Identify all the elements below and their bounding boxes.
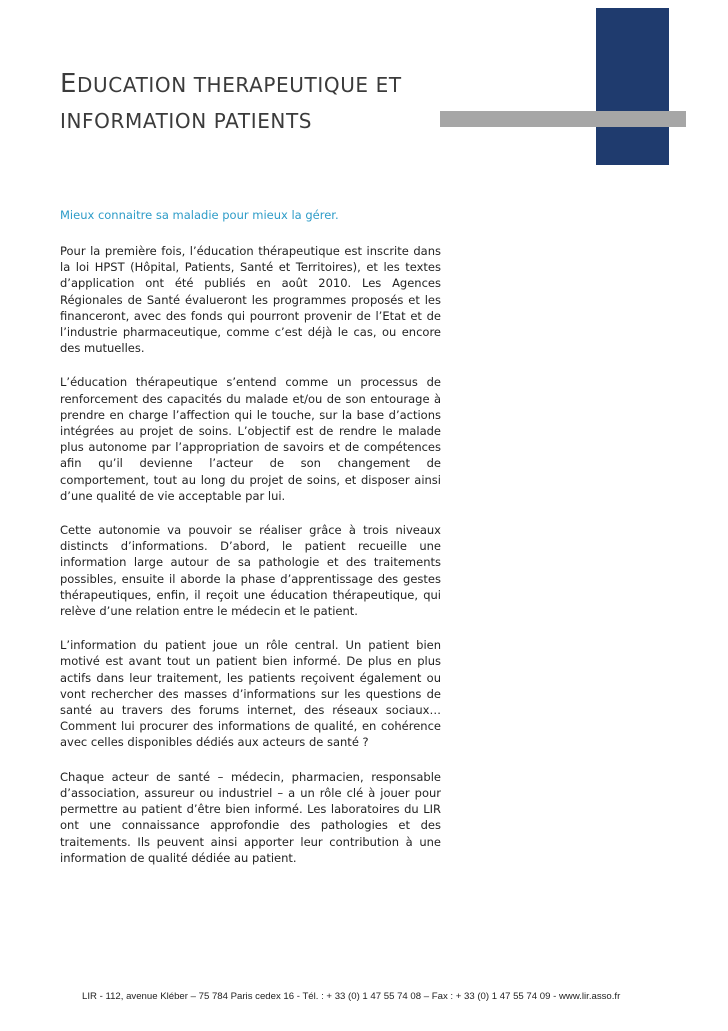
header-blue-block	[596, 8, 669, 165]
subtitle: Mieux connaitre sa maladie pour mieux la gérer.	[60, 208, 339, 222]
page-title	[60, 66, 530, 139]
title-first-letter: E	[60, 69, 78, 99]
page-footer: LIR - 112, avenue Kléber – 75 784 Paris cedex 16 - Tél. : + 33 (0) 1 47 55 74 08 – Fax : + 33 (0) 1 47 55 74 09 - www.lir.asso.fr	[82, 991, 621, 1002]
paragraph: L’éducation thérapeutique s’entend comme un processus de renforcement des capacités du malade et/ou de son entourage à prendre en charge l’affection qui le touche, sur la base d’actions intégrées au projet de soins. L’objectif est de rendre le malade plus autonome par l’appropriation de savoirs et de compétences afin qu’il devienne l’acteur de son changement de comportement, tout au long du projet de soins, et disposer ainsi d’une qualité de vie acceptable par lui.	[60, 375, 441, 503]
title-rest: DUCATION THERAPEUTIQUE ET INFORMATION PATIENTS	[60, 73, 402, 133]
document-body	[60, 207, 441, 884]
paragraph: L’information du patient joue un rôle central. Un patient bien motivé est avant tout un patient bien informé. De plus en plus actifs dans leur traitement, les patients reçoivent également ou vont rechercher des masses d’informations sur les questions de santé au travers des forums internet, des réseaux sociaux… Comment lui procurer des informations de qualité, en cohérence avec celles disponibles dédiés aux acteurs de santé ?	[60, 638, 441, 750]
paragraph: Chaque acteur de santé – médecin, pharmacien, responsable d’association, assureur ou industriel – a un rôle clé à jouer pour permettre au patient d’être bien informé. Les laboratoires du LIR ont une connaissance approfondie des pathologies et des traitements. Ils peuvent ainsi apporter leur contribution à une information de qualité dédiée au patient.	[60, 769, 441, 865]
paragraph: Pour la première fois, l’éducation thérapeutique est inscrite dans la loi HPST (Hôpital, Patients, Santé et Territoires), et les textes d’application ont été publiés en août 2010. Les Agences Régionales de Santé évalueront les programmes proposés et les financeront, avec des fonds qui pourront provenir de l’Etat et de l’industrie pharmaceutique, comme c’est déjà le cas, ou encore des mutuelles.	[60, 244, 441, 356]
paragraph: Cette autonomie va pouvoir se réaliser grâce à trois niveaux distincts d’informations. D’abord, le patient recueille une information large autour de sa pathologie et des traitements possibles, ensuite il aborde la phase d’apprentissage des gestes thérapeutiques, enfin, il reçoit une éducation thérapeutique, qui relève d’une relation entre le médecin et le patient.	[60, 523, 441, 619]
